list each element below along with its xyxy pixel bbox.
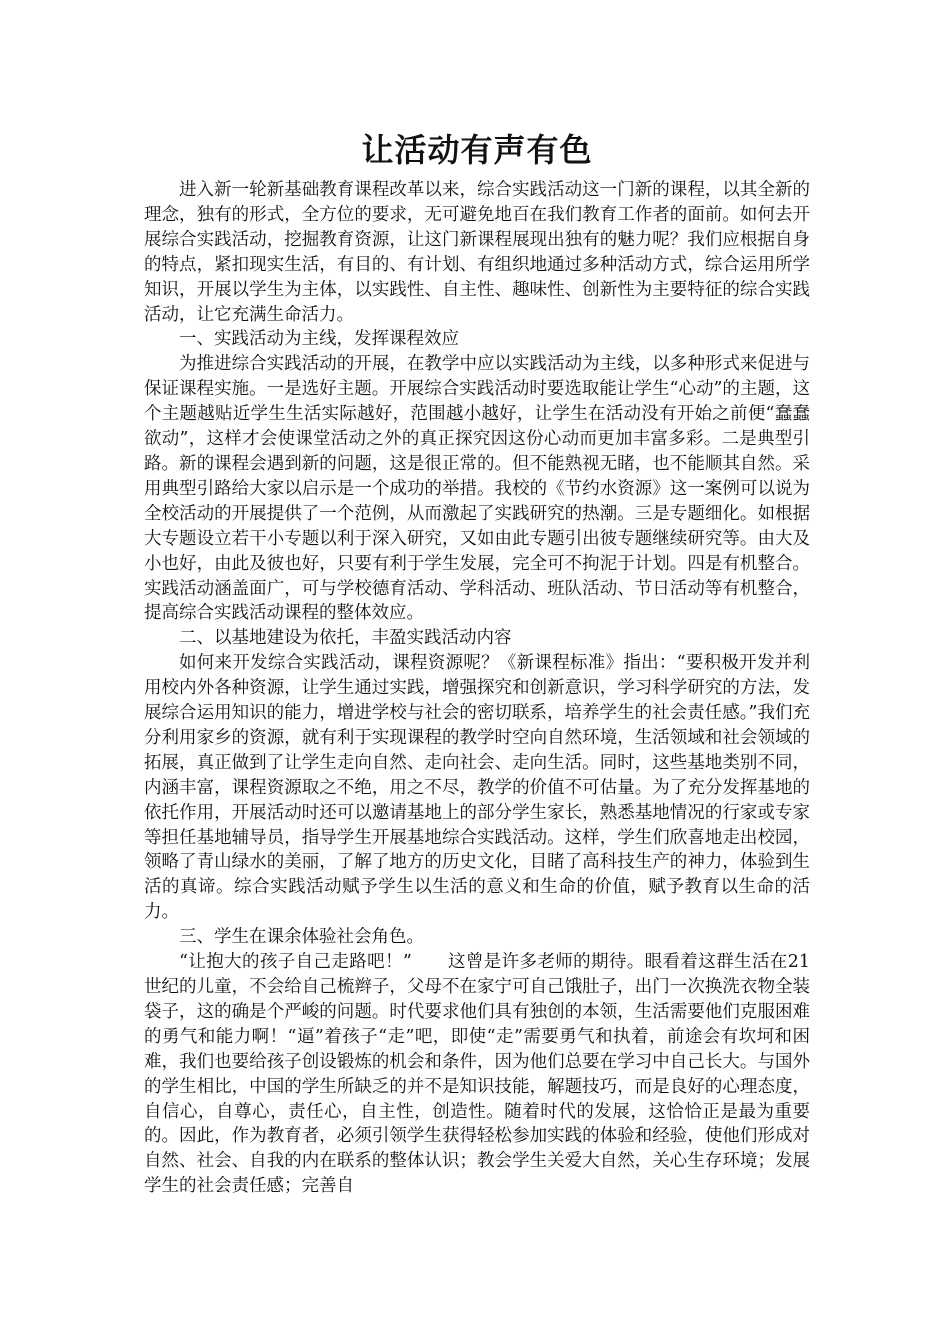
intro-paragraph: 进入新一轮新基础教育课程改革以来，综合实践活动这一门新的课程，以其全新的理念，独有的形式，全方位的要求，无可避免地百在我们教育工作者的面前。如何去开展综合实践活动，挖掘教育资源，让这门新课程展现出独有的魅力呢？我们应根据自身的特点，紧扣现实生活，有目的、有计划、有组织地通过多种活动方式，综合运用所学知识，开展以学生为主体，以实践性、自主性、趣味性、创新性为主要特征的综合实践活动，让它充满生命活力。: [144, 180, 810, 325]
document-page: [144, 128, 810, 1199]
section-2-body: 如何来开发综合实践活动，课程资源呢？《新课程标准》指出：“要积极开发并利用校内外各种资源，让学生通过实践，增强探究和创新意识，学习科学研究的方法，发展综合运用知识的能力，增进学校与社会的密切联系，培养学生的社会责任感。”我们充分利用家乡的资源，就有利于实现课程的教学时空向自然环境，生活领域和社会领域的拓展，真正做到了让学生走向自然、走向社会、走向生活。同时，这些基地类别不同，内涵丰富，课程资源取之不绝，用之不尽，教学的价值不可估量。为了充分发挥基地的依托作用，开展活动时还可以邀请基地上的部分学生家长，熟悉基地情况的行家或专家等担任基地辅导员，指导学生开展基地综合实践活动。这样，学生们欣喜地走出校园，领略了青山绿水的美丽，了解了地方的历史文化，目睹了高科技生产的神力，体验到生活的真谛。综合实践活动赋予学生以生活的意义和生命的价值，赋予教育以生命的活力。: [144, 653, 810, 923]
section-1-heading: 一、实践活动为主线，发挥课程效应: [179, 329, 459, 350]
section-1-body: 为推进综合实践活动的开展，在教学中应以实践活动为主线，以多种形式来促进与保证课程实施。一是选好主题。开展综合实践活动时要选取能让学生“心动”的主题，这个主题越贴近学生生活实际越好，范围越小越好，让学生在活动没有开始之前便“蠢蠢欲动”，这样才会使课堂活动之外的真正探究因这份心动而更加丰富多彩。二是典型引路。新的课程会遇到新的问题，这是很正常的。但不能熟视无睹，也不能顺其自然。采用典型引路给大家以启示是一个成功的举措。我校的《节约水资源》这一案例可以说为全校活动的开展提供了一个范例，从而激起了实践研究的热潮。三是专题细化。如根据大专题设立若干小专题以利于深入研究，又如由此专题引出彼专题继续研究等。由大及小也好，由此及彼也好，只要有利于学生发展，完全可不拘泥于计划。四是有机整合。实践活动涵盖面广，可与学校德育活动、学科活动、班队活动、节日活动等有机整合，提高综合实践活动课程的整体效应。: [144, 354, 810, 624]
document-title: 让活动有声有色: [361, 131, 593, 169]
section-3-heading: 三、学生在课余体验社会角色。: [179, 927, 424, 948]
section-3-body: “让抱大的孩子自己走路吧！” 这曾是许多老师的期待。眼看着这群生活在21世纪的儿童，不会给自己梳辫子，父母不在家宁可自己饿肚子，出门一次换洗衣物全装袋子，这的确是个严峻的问题。时代要求他们具有独创的本领，生活需要他们克服困难的勇气和能力啊！“逼”着孩子“走”吧，即使“走”需要勇气和执着，前途会有坎坷和困难，我们也要给孩子创设锻炼的机会和条件，因为他们总要在学习中自己长大。与国外的学生相比，中国的学生所缺乏的并不是知识技能，解题技巧，而是良好的心理态度，自信心，自尊心，责任心，自主性，创造性。随着时代的发展，这恰恰正是最为重要的。因此，作为教育者，必须引领学生获得轻松参加实践的体验和经验，使他们形成对自然、社会、自我的内在联系的整体认识；教会学生关爱大自然，关心生存环境；发展学生的社会责任感；完善自: [144, 952, 810, 1197]
section-2-heading: 二、以基地建设为依托，丰盈实践活动内容: [179, 628, 512, 649]
